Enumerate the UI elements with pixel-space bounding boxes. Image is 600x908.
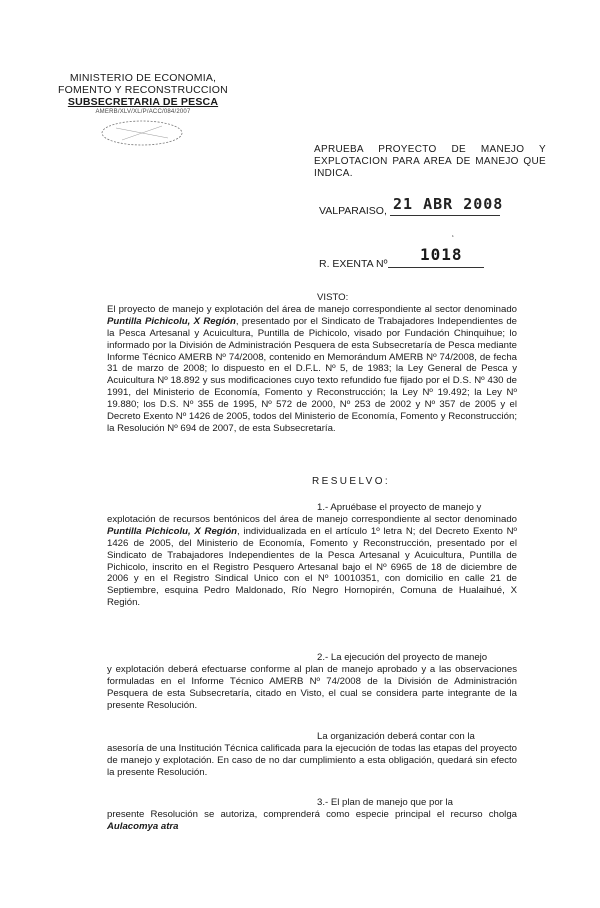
- ministry-line-1: MINISTERIO DE ECONOMIA,: [69, 72, 217, 84]
- article-2-text: y explotación deberá efectuarse conforme al plan de manejo aprobado y a las observaciones formuladas en el Informe Técnico AMERB Nº 74/2008 de la División de Administración Pesquera de esta Subsecretaría, citado en Visto, el cual se considera parte integrante de la presente Resolución.: [107, 663, 517, 711]
- ministry-letterhead: [58, 72, 228, 116]
- advisory-lead: La organización deberá contar con la: [317, 731, 475, 742]
- article-3-paragraph: [107, 797, 517, 833]
- ministry-line-2: FOMENTO Y RECONSTRUCCION: [58, 84, 228, 96]
- article-1-paragraph: [107, 502, 517, 609]
- article-2-lead: 2.- La ejecución del proyecto de manejo: [317, 652, 488, 663]
- article-2-paragraph: [107, 652, 517, 712]
- advisory-paragraph: [107, 731, 517, 779]
- subsecretaria-line: SUBSECRETARIA DE PESCA: [67, 96, 219, 108]
- article-3-text: presente Resolución se autoriza, comprenderá como especie principal el recurso cholga: [107, 808, 517, 820]
- date-underline: [390, 215, 500, 216]
- exenta-label: R. EXENTA Nº: [319, 258, 388, 270]
- visto-label: VISTO:: [317, 292, 349, 303]
- visto-sector: Puntilla Pichicolu, X Región: [107, 315, 236, 327]
- article-1-sector: Puntilla Pichicolu, X Región: [107, 525, 238, 537]
- place-label: VALPARAISO,: [319, 205, 387, 217]
- article-1-lead: 1.- Apruébase el proyecto de manejo y: [317, 502, 482, 513]
- visto-paragraph: [107, 292, 517, 435]
- article-1-text-1: explotación de recursos bentónicos del área de manejo correspondiente al sector denominado: [107, 513, 517, 525]
- exenta-underline: [388, 267, 484, 268]
- check-mark-icon: ‘: [452, 234, 454, 243]
- reference-code: AMERB/XLV/XL/P/ACC/084/2007: [95, 109, 191, 115]
- resolution-date-stamp: 21 ABR 2008: [393, 195, 504, 213]
- article-3-species: Aulacomya atra: [107, 820, 179, 832]
- article-3-lead: 3.- El plan de manejo que por la: [317, 797, 453, 808]
- office-stamp-seal: [96, 118, 188, 148]
- visto-text-1: El proyecto de manejo y explotación del área de manejo correspondiente al sector denominado: [107, 303, 517, 315]
- resolution-subject: APRUEBA PROYECTO DE MANEJO Y EXPLOTACION PARA AREA DE MANEJO QUE INDICA.: [314, 144, 546, 179]
- exenta-number: 1018: [420, 245, 463, 264]
- visto-text-2: , presentado por el Sindicato de Trabajadores Independientes de la Pesca Artesanal y Acuicultura, Puntilla de Pichicolo, visado por Fundación Chinquihue; lo informado por la División de Administración Pesquera de esta Subsecretaría de Pesca mediante Informe Técnico AMERB Nº 74/2008, contenido en Memorándum AMERB Nº 74/2008, de fecha 31 de marzo de 2008; lo dispuesto en el D.F.L. Nº 5, de 1983; la Ley General de Pesca y Acuicultura Nº 18.892 y sus modificaciones cuyo texto refundido fue fijado por el D.S. Nº 430 de 1991, del Ministerio de Economía, Fomento y Reconstrucción; la Ley Nº 19.492; la Ley Nº 19.880; los D.S. Nº 355 de 1995, Nº 572 de 2000, Nº 253 de 2002 y Nº 357 de 2005 y el Decreto Exento Nº 1426 de 2005, todos del Ministerio de Economía, Fomento y Reconstrucción; la Resolución Nº 694 de 2007, de esta Subsecretaría.: [107, 315, 518, 434]
- resuelvo-heading: RESUELVO:: [312, 476, 391, 487]
- advisory-text: asesoría de una Institución Técnica calificada para la ejecución de todas las etapas del proyecto de manejo y explotación. En caso de no dar cumplimiento a esta obligación, quedará sin efecto la presente Resolución.: [107, 742, 517, 778]
- article-1-text-2: , individualizada en el artículo 1º letra N; del Decreto Exento Nº 1426 de 2005, del Ministerio de Economía, Fomento y Reconstrucción, presentado por el Sindicato de Trabajadores Independientes de la Pesca Artesanal y Acuicultura, Puntilla de Pichicolo, inscrito en el Registro Pesquero Artesanal bajo el Nº 6965 de 18 de diciembre de 2006 y en el Registro Sindical Unico con el Nº 10010351, con domicilio en calle 21 de Septiembre, esquina Pedro Maldonado, Río Negro Hornopirén, Comuna de Hualaihué, X Región.: [107, 525, 517, 609]
